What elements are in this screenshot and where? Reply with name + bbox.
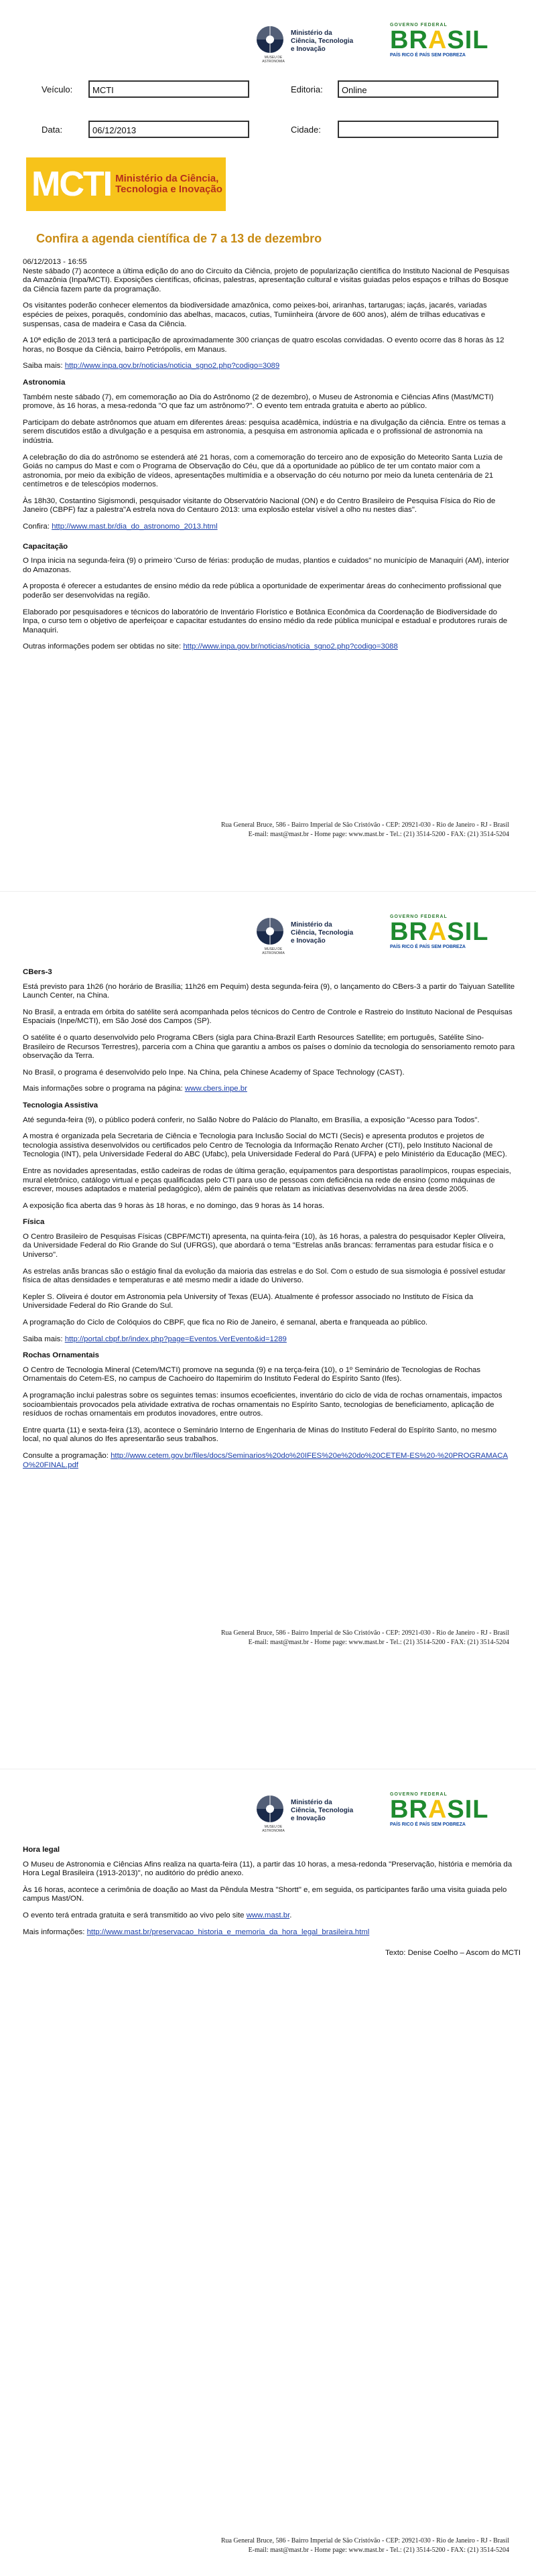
page-footer: Rua General Bruce, 586 - Bairro Imperial de São Cristóvão - CEP: 20921-030 - Rio de Janeiro - RJ - Brasil E-mail: mast@mast.br - Home page: www.mast.br - Tel.: (21) 3514-5200 - FAX: (21) 3514-5204 bbox=[220, 821, 509, 838]
inpa-3088-link[interactable]: http://www.inpa.gov.br/noticias/noticia_sgno2.php?codigo=3088 bbox=[183, 642, 398, 651]
article-title: Confira a agenda científica de 7 a 13 de dezembro bbox=[36, 232, 322, 245]
article-timestamp: 06/12/2013 - 16:55 bbox=[23, 258, 87, 266]
editoria-label: Editoria: bbox=[291, 84, 323, 94]
mast-name: MUSEU DE ASTRONOMIA bbox=[262, 56, 285, 64]
page-footer: Rua General Bruce, 586 - Bairro Imperial de São Cristóvão - CEP: 20921-030 - Rio de Janeiro - RJ - Brasil E-mail: mast@mast.br - Home page: www.mast.br - Tel.: (21) 3514-5200 - FAX: (21) 3514-5204 bbox=[220, 2537, 509, 2554]
mcti-logo: MCTI bbox=[31, 165, 112, 204]
page-footer: Rua General Bruce, 586 - Bairro Imperial de São Cristóvão - CEP: 20921-030 - Rio de Janeiro - RJ - Brasil E-mail: mast@mast.br - Home page: www.mast.br - Tel.: (21) 3514-5200 - FAX: (21) 3514-5204 bbox=[220, 1629, 509, 1646]
section-heading: Tecnologia Assistiva bbox=[23, 1101, 98, 1109]
governo-federal-brasil-logo: GOVERNO FEDERAL BRASIL PAÍS RICO É PAÍS SEM POBREZA bbox=[390, 914, 489, 949]
veiculo-field[interactable]: MCTI bbox=[88, 80, 249, 98]
governo-federal-brasil-logo: GOVERNO FEDERAL BRASIL PAÍS RICO É PAÍS SEM POBREZA bbox=[390, 23, 489, 58]
mast-logo bbox=[253, 1792, 381, 1833]
cbpf-evento-link[interactable]: http://portal.cbpf.br/index.php?page=Eventos.VerEvento&id=1289 bbox=[64, 1335, 287, 1343]
page-header bbox=[0, 892, 536, 955]
page-header bbox=[0, 1769, 536, 1833]
data-field[interactable]: 06/12/2013 bbox=[88, 121, 249, 138]
mast-logo bbox=[253, 23, 381, 64]
section-heading: Capacitação bbox=[23, 542, 68, 551]
section-heading: CBers-3 bbox=[23, 968, 52, 976]
section-heading: Astronomia bbox=[23, 378, 66, 387]
mcti-banner: MCTI Ministério da Ciência, Tecnologia e Inovação bbox=[26, 157, 226, 211]
ministry-name: Ministério da Ciência, Tecnologia e Inovação bbox=[291, 921, 354, 945]
article-author: Texto: Denise Coelho – Ascom do MCTI bbox=[385, 1949, 521, 1958]
section-heading: Física bbox=[23, 1218, 45, 1227]
cbers-link[interactable]: www.cbers.inpe.br bbox=[184, 1085, 247, 1093]
cidade-field[interactable] bbox=[338, 121, 498, 138]
governo-federal-brasil-logo: GOVERNO FEDERAL BRASIL PAÍS RICO É PAÍS SEM POBREZA bbox=[390, 1792, 489, 1827]
mast-dia-astronomo-link[interactable]: http://www.mast.br/dia_do_astronomo_2013.html bbox=[52, 523, 218, 531]
mast-name: MUSEU DE ASTRONOMIA bbox=[262, 947, 285, 955]
mast-hora-legal-link[interactable]: http://www.mast.br/preservacao_historia_e_memoria_da_hora_legal_brasileira.html bbox=[86, 1927, 370, 1936]
mast-emblem-icon bbox=[253, 25, 287, 64]
article-body-1: 06/12/2013 - 16:55 Neste sábado (7) acontece a última edição do ano do Circuito da Ciência, projeto de popularização científica do Instituto Nacional de Pesquisas da Amazônia (Inpa/MCTI). Exposições científicas, oficinas, palestras, apresentação cultural e visitas guiadas pelos espaços e trilhas do Bosque da Ciência fazem parte da programação. Os visitantes poderão conhecer elementos da biodiversidade amazônica, como peixes-boi, ariranhas, tartarugas; iaçás, jacarés, variadas espécies de peixes, poraquês, condomínio das abelhas, macacos, cutias, Tumiinheira (árvore de 600 anos), além de trilhas educativas e suspensas, casa de madeira e Casa da Ciência. A 10ª edição de 2013 terá a participação de aproximadamente 300 crianças de quatro escolas convidadas. O evento ocorre das 8 horas às 12 horas, no Bosque da Ciência, bairro Petrópolis, em Manaus. Saiba mais: http://www.inpa.gov.br/noticias/noticia_sgno2.php?codigo=3089 Astronomia Também neste sábado (7), em comemoração ao Dia do Astrônomo (2 de dezembro), o Museu de Astronomia e Ciências Afins (Mast/MCTI) promove, às 16 horas, a mesa-redonda "O que faz um astrônomo?". O evento tem entrada gratuita e aberto ao público. Participam do debate astrônomos que atuam em diferentes áreas: pesquisa acadêmica, indústria e na divulgação da ciência. Entre os temas a serem discutidos estão a divulgação e a pesquisa em astronomia, a pesquisa em astronomia aplicada e o profissional de astronomia na indústria. A celebração do dia do astrônomo se estenderá até 21 horas, com a comemoração do terceiro ano de exposição do Meteorito Santa Luzia de Goiás no campus do Mast e com o Programa de Observação do Céu, que dá a oportunidade ao público de ter um contato maior com a astronomia, por meio da exibição de vídeos, apresentações multimídia e a observação do céu noturno por meio da luneta centenária de 21 centímetros e de telescópios modernos. Às 18h30, Costantino Sigismondi, pesquisador visitante do Observatório Nacional (ON) e do Centro Brasileiro de Pesquisa Física do Rio de Janeiro (CBPF) faz a palestra"A estrela nova do Centauro 2013: uma explosão estelar visível a olho nu nestes dias". Confira: http://www.mast.br/dia_do_astronomo_2013.html Capacitação O Inpa inicia na segunda-feira (9) o primeiro 'Curso de férias: produção de mudas, plantios e cuidados" no município de Manaquiri (AM), interior do Amazonas. A proposta é oferecer a estudantes de ensino médio da rede pública a oportunidade de experimentar áreas do conhecimento profissional que poderão ser desenvolvidas na região. Elaborado por pesquisadores e técnicos do laboratório de Inventário Florístico e Botânica Econômica da Coordenação de Biodiversidade do Inpa, o curso tem o objetivo de aperfeiçoar e capacitar estudantes do ensino médio da rede pública municipal e estadual e produtores rurais de Manaquiri. Outras informações podem ser obtidas no site: http://www.inpa.gov.br/noticias/noticia_sgno2.php?codigo=3088 bbox=[23, 258, 515, 659]
data-label: Data: bbox=[42, 124, 63, 135]
mast-logo bbox=[253, 914, 381, 955]
inpa-3089-link[interactable]: http://www.inpa.gov.br/noticias/noticia_sgno2.php?codigo=3089 bbox=[64, 362, 280, 370]
veiculo-label: Veículo: bbox=[42, 84, 73, 94]
page-header bbox=[0, 0, 536, 64]
mast-name: MUSEU DE ASTRONOMIA bbox=[262, 1825, 285, 1833]
cidade-label: Cidade: bbox=[291, 124, 321, 135]
section-heading: Rochas Ornamentais bbox=[23, 1351, 99, 1360]
page-1 bbox=[0, 0, 536, 864]
ministry-name: Ministério da Ciência, Tecnologia e Inovação bbox=[291, 29, 354, 53]
article-body-3: Hora legal O Museu de Astronomia e Ciências Afins realiza na quarta-feira (11), a partir das 10 horas, a mesa-redonda "Preservação, história e memória da Hora Legal Brasileira (1913-2013)", no auditório do prédio anexo. Às 16 horas, acontece a cerimônia de doação ao Mast da Pêndula Mestra "Shortt" e, em seguida, os participantes farão uma visita guiada pelo campus Mast/ON. O evento terá entrada gratuita e será transmitido ao vivo pelo site www.mast.br. Mais informações: http://www.mast.br/preservacao_historia_e_memoria_da_hora_legal_brasileira.html Texto: Denise Coelho – Ascom do MCTI bbox=[23, 1846, 521, 1958]
section-heading: Hora legal bbox=[23, 1846, 60, 1854]
mast-site-link[interactable]: www.mast.br bbox=[246, 1911, 290, 1919]
page-2 bbox=[0, 891, 536, 1669]
editoria-field[interactable]: Online bbox=[338, 80, 498, 98]
mast-emblem-icon bbox=[253, 1794, 287, 1833]
mast-emblem-icon bbox=[253, 917, 287, 955]
cetem-programacao-link[interactable]: http://www.cetem.gov.br/files/docs/Seminarios%20do%20IFES%20e%20do%20CETEM-ES%20-%20PROGRAMACAO%20FINAL.pdf bbox=[23, 1451, 509, 1469]
ministry-name: Ministério da Ciência, Tecnologia e Inovação bbox=[291, 1799, 354, 1822]
page-3 bbox=[0, 1769, 536, 2576]
article-body-2: CBers-3 Está previsto para 1h26 (no horário de Brasília; 11h26 em Pequim) desta segunda-feira (9), o lançamento do CBers-3 a partir do Taiyuan Satellite Launch Center, na China. No Brasil, a entrada em órbita do satélite será acompanhada pelos técnicos do Centro de Controle e Rastreio do Instituto Nacional de Pesquisas Espaciais (Inpe/MCTI), em São José dos Campos (SP). O satélite é o quarto desenvolvido pelo Programa CBers (sigla para China-Brazil Earth Resources Satellite; em português, Satélite Sino-Brasileiro de Recursos Terrestres), parceria com a China que garantiu a ambos os países o domínio da tecnologia do sensoriamento remoto para observação da Terra. No Brasil, o programa é desenvolvido pelo Inpe. Na China, pela Chinese Academy of Space Technology (CAST). Mais informações sobre o programa na página: www.cbers.inpe.br Tecnologia Assistiva Até segunda-feira (9), o público poderá conferir, no Salão Nobre do Palácio do Planalto, em Brasília, a exposição "Acesso para Todos". A mostra é organizada pela Secretaria de Ciência e Tecnologia para Inclusão Social do MCTI (Secis) e apresenta produtos e projetos de tecnologia assistiva desenvolvidos ou certificados pelo Centro de Tecnologia da Informação Renato Archer (CTI), pelo Instituto Nacional de Tecnologia (INT), pela Universidade Federal do ABC (Ufabc), pela Universidade Federal do Pará (UFPA) e pelo Ministério da Educação (MEC). Entre as novidades apresentadas, estão cadeiras de rodas de última geração, equipamentos para desportistas paraolímpicos, roupas especiais, mural eletrônico, catálogo virtual e peças qualificadas pelo CTI para uso de pessoas com deficiência na rede de ensino (como máquinas de escrever, mouses adaptados e material pedagógico), além de painéis que relatam as iniciativas desenvolvidas na área desde 2005. A exposição fica aberta das 9 horas às 18 horas, e no domingo, das 9 horas às 14 horas. Física O Centro Brasileiro de Pesquisas Físicas (CBPF/MCTI) apresenta, na quinta-feira (10), às 16 horas, a palestra do pesquisador Kepler Oliveira, da Universidade Federal do Rio Grande do Sul (UFRGS), que abordará o tema "Estrelas anãs brancas: ferramentas para estudar física e o Universo". As estrelas anãs brancas são o estágio final da evolução da maioria das estrelas e do Sol. Com o estudo de sua sismologia é possível estudar física de altas densidades e temperaturas e até mesmo medir a idade do Universo. Kepler S. Oliveira é doutor em Astronomia pela University of Texas (EUA). Atualmente é professor associado no Instituto de Física da Universidade Federal do Rio Grande do Sul. A programação do Ciclo de Colóquios do CBPF, que fica no Rio de Janeiro, é semanal, aberta e franqueada ao público. Saiba mais: http://portal.cbpf.br/index.php?page=Eventos.VerEvento&id=1289 Rochas Ornamentais O Centro de Tecnologia Mineral (Cetem/MCTI) promove na segunda (9) e na terça-feira (10), o 1º Seminário de Tecnologias de Rochas Ornamentais do Cetem-ES, no campus de Cachoeiro do Itapemirim do Instituto Federal do Espírito Santo (Ifes). A programação inclui palestras sobre os seguintes temas: insumos ecoeficientes, inventário do ciclo de vida de rochas ornamentais, impactos socioambientais provocados pela atividade extrativa de rochas ornamentais no Espírito Santo, tecnologias de beneficiamento, aplicação de resíduos de rochas ornamentais em produtos inovadores, entre outros. Entre quarta (11) e sexta-feira (13), acontece o Seminário Interno de Engenharia de Minas do Instituto Federal do Espírito Santo, no mesmo local, no qual alunos do Ifes apresentarão seus trabalhos. Consulte a programação: http://www.cetem.gov.br/files/docs/Seminarios%20do%20IFES%20e%20do%20CETEM-ES%20-%20PROGRAMACAO%20FINAL.pdf bbox=[23, 968, 515, 1469]
